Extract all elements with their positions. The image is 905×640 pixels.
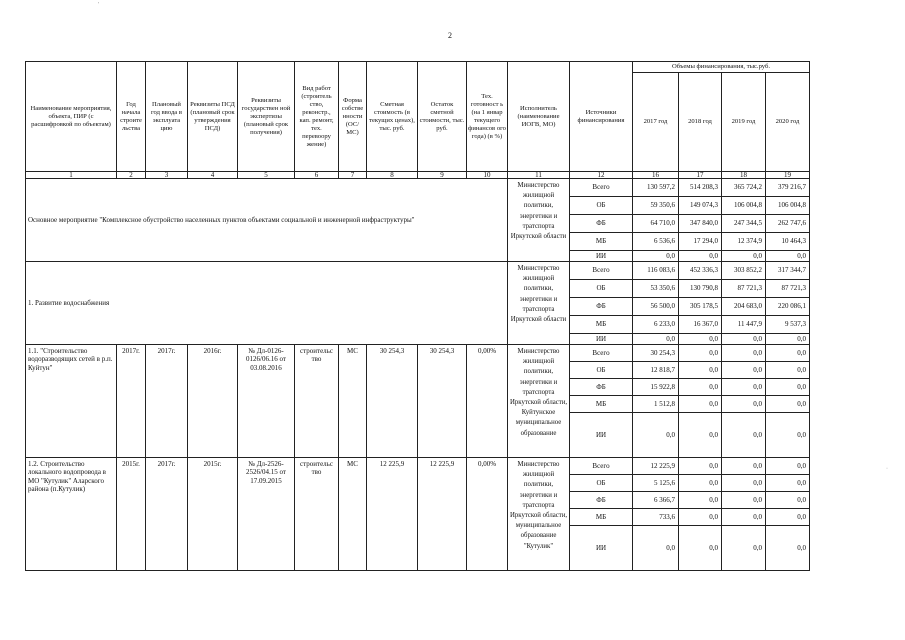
scan-mark: ′ xyxy=(98,2,100,8)
funding-value: 12 818,7 xyxy=(632,361,679,379)
funding-value: 452 336,3 xyxy=(678,261,722,280)
column-number: 17 xyxy=(678,171,722,179)
object-ownership: МС xyxy=(338,344,367,458)
funding-source: ИИ xyxy=(569,250,633,262)
funding-value: 0,0 xyxy=(765,250,810,262)
funding-source: ФБ xyxy=(569,378,633,396)
funding-value: 116 083,6 xyxy=(632,261,679,280)
header-col-work-type: Вид работ (строитель ство, реконстр., кап. ремонт, тех. перевоору жение) xyxy=(294,61,339,172)
funding-value: 130 790,8 xyxy=(678,279,722,298)
funding-value: 0,0 xyxy=(721,491,766,509)
column-number: 6 xyxy=(294,171,339,179)
funding-value: 12 225,9 xyxy=(632,457,679,475)
column-number: 19 xyxy=(765,171,810,179)
funding-source: ФБ xyxy=(569,491,633,509)
funding-value: 6 233,0 xyxy=(632,315,679,334)
header-col-sources: Источники финансирования xyxy=(569,61,633,172)
funding-value: 514 208,3 xyxy=(678,178,722,197)
funding-value: 0,0 xyxy=(765,333,810,345)
funding-value: 0,0 xyxy=(721,525,766,571)
funding-value: 0,0 xyxy=(765,361,810,379)
object-year-start: 2017г. xyxy=(116,344,146,458)
funding-value: 0,0 xyxy=(678,378,722,396)
funding-value: 0,0 xyxy=(765,491,810,509)
funding-value: 0,0 xyxy=(632,250,679,262)
funding-value: 0,0 xyxy=(678,412,722,458)
funding-source: ФБ xyxy=(569,214,633,233)
funding-value: 53 350,6 xyxy=(632,279,679,298)
header-funding-group: Объемы финансирования, тыс.руб. xyxy=(632,61,810,73)
object-expertise: № Дл-0126-0126/06.16 от 03.08.2016 xyxy=(237,344,295,458)
funding-value: 204 683,0 xyxy=(721,297,766,316)
funding-value: 149 074,3 xyxy=(678,196,722,215)
funding-value: 0,0 xyxy=(678,525,722,571)
funding-value: 0,0 xyxy=(678,344,722,362)
object-plan-year: 2017г. xyxy=(145,457,188,571)
object-work-type: строительс тво xyxy=(294,344,339,458)
object-remaining: 30 254,3 xyxy=(417,344,467,458)
funding-value: 0,0 xyxy=(678,361,722,379)
funding-value: 17 294,0 xyxy=(678,232,722,251)
funding-value: 0,0 xyxy=(765,457,810,475)
funding-value: 0,0 xyxy=(678,395,722,413)
object-expertise: № Дл-2526-2526/04.15 от 17.09.2015 xyxy=(237,457,295,571)
object-work-type: строительс тво xyxy=(294,457,339,571)
funding-value: 365 724,2 xyxy=(721,178,766,197)
object-ownership: МС xyxy=(338,457,367,571)
object-year-start: 2015г. xyxy=(116,457,146,571)
funding-value: 0,0 xyxy=(721,250,766,262)
funding-value: 16 367,0 xyxy=(678,315,722,334)
object-remaining: 12 225,9 xyxy=(417,457,467,571)
funding-source: ОБ xyxy=(569,196,633,215)
funding-value: 0,0 xyxy=(721,333,766,345)
object-psd: 2015г. xyxy=(187,457,238,571)
column-number: 4 xyxy=(187,171,238,179)
funding-value: 0,0 xyxy=(678,491,722,509)
funding-value: 303 852,2 xyxy=(721,261,766,280)
object-readiness: 0,00% xyxy=(466,457,508,571)
funding-value: 733,6 xyxy=(632,508,679,526)
funding-value: 0,0 xyxy=(721,378,766,396)
funding-value: 0,0 xyxy=(721,508,766,526)
funding-value: 130 597,2 xyxy=(632,178,679,197)
funding-value: 64 710,0 xyxy=(632,214,679,233)
funding-value: 220 086,1 xyxy=(765,297,810,316)
funding-value: 0,0 xyxy=(765,412,810,458)
funding-value: 0,0 xyxy=(765,474,810,492)
column-number: 1 xyxy=(25,171,117,179)
header-col-psd: Реквизиты ПСД (плановый срок утверждения ПСД) xyxy=(187,61,238,172)
column-number: 11 xyxy=(507,171,570,179)
funding-value: 317 344,7 xyxy=(765,261,810,280)
header-col-readiness: Тех. готовност ь (на 1 январ текущего финансов ого года) (в %) xyxy=(466,61,508,172)
funding-source: ИИ xyxy=(569,333,633,345)
funding-value: 0,0 xyxy=(721,395,766,413)
funding-value: 11 447,9 xyxy=(721,315,766,334)
funding-value: 0,0 xyxy=(765,378,810,396)
executor: Министерство жилищной политики, энергетики и тратспорта Иркутской области, Куйтунское муниципальное образование xyxy=(507,344,570,458)
funding-value: 6 366,7 xyxy=(632,491,679,509)
funding-value: 0,0 xyxy=(721,344,766,362)
column-number: 18 xyxy=(721,171,766,179)
funding-value: 1 512,8 xyxy=(632,395,679,413)
column-number: 9 xyxy=(417,171,467,179)
column-number: 7 xyxy=(338,171,367,179)
header-col-remaining: Остаток сметной стоимости, тыс. руб. xyxy=(417,61,467,172)
column-number: 5 xyxy=(237,171,295,179)
funding-value: 106 004,8 xyxy=(721,196,766,215)
funding-value: 247 344,5 xyxy=(721,214,766,233)
funding-source: МБ xyxy=(569,508,633,526)
funding-value: 0,0 xyxy=(678,333,722,345)
funding-value: 0,0 xyxy=(678,250,722,262)
funding-source: ИИ xyxy=(569,412,633,458)
object-cost: 12 225,9 xyxy=(366,457,418,571)
funding-value: 0,0 xyxy=(721,361,766,379)
funding-value: 9 537,3 xyxy=(765,315,810,334)
funding-source: ОБ xyxy=(569,361,633,379)
object-psd: 2016г. xyxy=(187,344,238,458)
executor: Министерство жилищной политики, энергетики и тратспорта Иркутской области xyxy=(507,261,570,345)
column-number: 12 xyxy=(569,171,633,179)
funding-value: 0,0 xyxy=(678,457,722,475)
funding-value: 0,0 xyxy=(678,508,722,526)
column-number: 8 xyxy=(366,171,418,179)
funding-source: МБ xyxy=(569,395,633,413)
funding-value: 87 721,3 xyxy=(765,279,810,298)
funding-value: 10 464,3 xyxy=(765,232,810,251)
header-year-1: 2017 год xyxy=(632,72,679,172)
header-col-executor: Исполнитель (наименование ИОГВ, МО) xyxy=(507,61,570,172)
funding-value: 87 721,3 xyxy=(721,279,766,298)
header-col-cost: Сметная стоимость (в текущих ценах), тыс. руб. xyxy=(366,61,418,172)
funding-value: 0,0 xyxy=(765,395,810,413)
funding-source: Всего xyxy=(569,457,633,475)
column-number: 16 xyxy=(632,171,679,179)
funding-value: 0,0 xyxy=(632,333,679,345)
funding-value: 0,0 xyxy=(632,525,679,571)
funding-value: 0,0 xyxy=(632,412,679,458)
executor: Министерство жилищной политики, энергетики и тратспорта Иркутской области xyxy=(507,178,570,262)
object-readiness: 0,00% xyxy=(466,344,508,458)
funding-value: 15 922,8 xyxy=(632,378,679,396)
funding-value: 0,0 xyxy=(678,474,722,492)
funding-value: 12 374,9 xyxy=(721,232,766,251)
funding-source: МБ xyxy=(569,232,633,251)
funding-source: ИИ xyxy=(569,525,633,571)
funding-value: 56 500,0 xyxy=(632,297,679,316)
header-col-year-start: Год начала строите льства xyxy=(116,61,146,172)
header-col-plan-year: Плановый год ввода в эксплуата цию xyxy=(145,61,188,172)
header-year-4: 2020 год xyxy=(765,72,810,172)
column-number: 2 xyxy=(116,171,146,179)
funding-value: 379 216,7 xyxy=(765,178,810,197)
header-col-name: Наименование мероприятия, объекта, ПИР (с расшифровкой по объектам) xyxy=(25,61,117,172)
funding-value: 305 178,5 xyxy=(678,297,722,316)
header-year-3: 2019 год xyxy=(721,72,766,172)
funding-value: 0,0 xyxy=(721,412,766,458)
page-number: 2 xyxy=(448,31,452,40)
funding-value: 262 747,6 xyxy=(765,214,810,233)
column-number: 10 xyxy=(466,171,508,179)
funding-value: 6 536,6 xyxy=(632,232,679,251)
funding-value: 30 254,3 xyxy=(632,344,679,362)
executor: Министерство жилищной политики, энергетики и тратспорта Иркутской области, муниципальное образование "Кутулик" xyxy=(507,457,570,571)
header-col-ownership: Форма собстве нности (ОС/МС) xyxy=(338,61,367,172)
column-number: 3 xyxy=(145,171,188,179)
funding-source: ФБ xyxy=(569,297,633,316)
header-col-expertise: Реквизиты государствен ной экспертизы (плановый срок получения) xyxy=(237,61,295,172)
funding-source: ОБ xyxy=(569,474,633,492)
funding-source: Всего xyxy=(569,261,633,280)
funding-value: 0,0 xyxy=(765,508,810,526)
funding-value: 0,0 xyxy=(765,525,810,571)
funding-value: 0,0 xyxy=(765,344,810,362)
funding-value: 0,0 xyxy=(721,474,766,492)
funding-value: 106 004,8 xyxy=(765,196,810,215)
funding-value: 0,0 xyxy=(721,457,766,475)
scan-mark: · xyxy=(886,466,888,472)
funding-source: ОБ xyxy=(569,279,633,298)
row-title: 1. Развитие водоснабжения xyxy=(25,261,508,345)
funding-source: МБ xyxy=(569,315,633,334)
object-name: 1.2. Строительство локального водопровода в МО "Кутулик" Аларского района (п.Кутулик) xyxy=(25,457,117,571)
funding-source: Всего xyxy=(569,344,633,362)
object-cost: 30 254,3 xyxy=(366,344,418,458)
object-name: 1.1. "Строительство водоразводящих сетей в р.п. Куйтун" xyxy=(25,344,117,458)
object-plan-year: 2017г. xyxy=(145,344,188,458)
row-title: Основное мероприятие "Комплексное обустройство населенных пунктов объектами социальной и инженерной инфраструктуры" xyxy=(25,178,508,262)
funding-value: 5 125,6 xyxy=(632,474,679,492)
header-year-2: 2018 год xyxy=(678,72,722,172)
funding-source: Всего xyxy=(569,178,633,197)
funding-value: 347 840,0 xyxy=(678,214,722,233)
funding-value: 59 350,6 xyxy=(632,196,679,215)
